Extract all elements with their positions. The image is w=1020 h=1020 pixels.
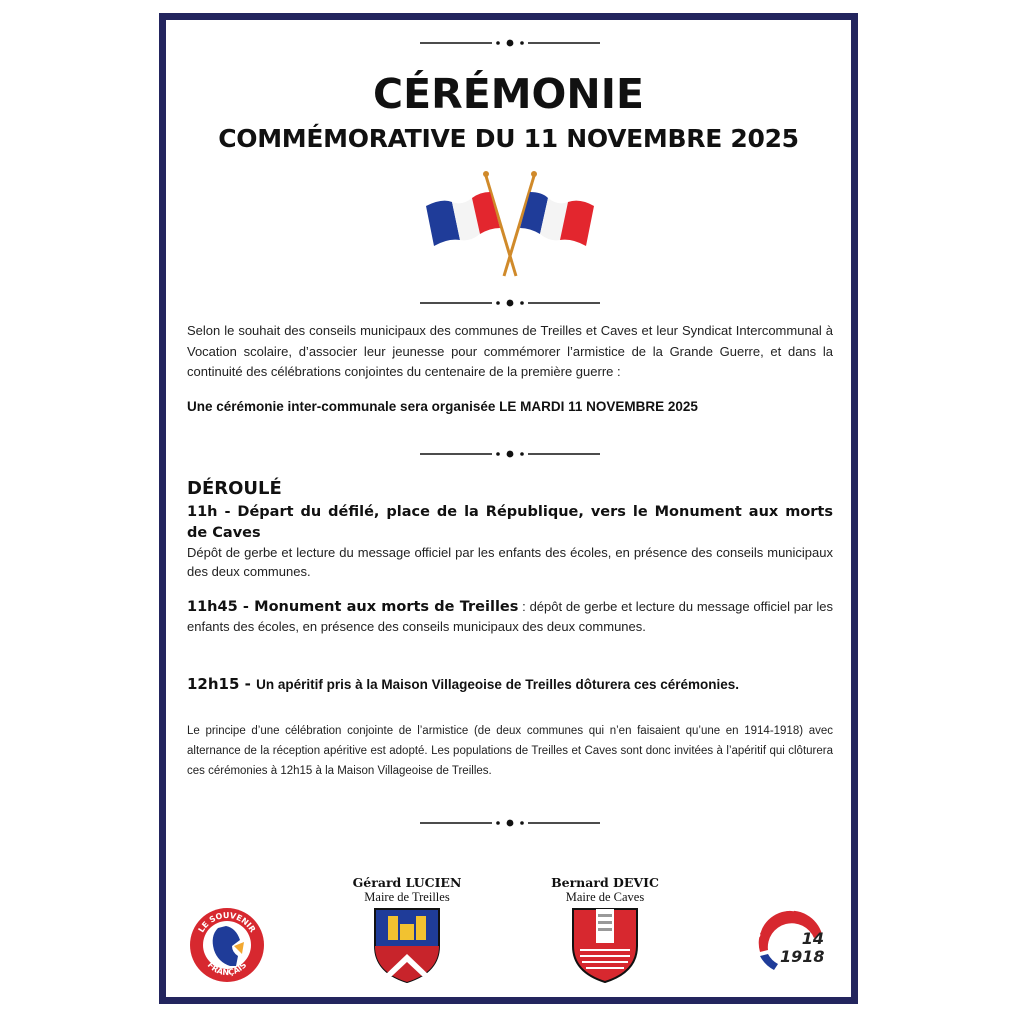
souvenir-logo-top-text: LE SOUVENIR: [196, 910, 258, 935]
program-item-1: [187, 502, 833, 581]
signatory-role: Maire de Caves: [565, 890, 645, 904]
program-item-2-text: : dépôt de gerbe et lecture du message officiel par les enfants des écoles, en présence des conseils municipaux des deux communes.: [187, 599, 833, 634]
program-item-1-text: Dépôt de gerbe et lecture du message officiel par les enfants des écoles, en présence des conseils municipaux des deux communes.: [187, 545, 833, 579]
centenaire-label: CENTENAIRE: [753, 906, 796, 939]
signatory-name: Gérard LUCIEN: [352, 875, 462, 890]
treilles-coat-of-arms-icon: [372, 906, 442, 984]
program-item-1-title: 11h - Départ du défilé, place de la République, vers le Monument aux morts de Caves: [187, 504, 833, 541]
svg-text:LE SOUVENIR: [197, 911, 258, 934]
centenaire-logo: [752, 906, 830, 984]
program-item-2: [187, 597, 833, 637]
program-item-3: [187, 674, 833, 696]
souvenir-logo-bottom-text: FRANÇAIS: [205, 960, 249, 978]
ornament-divider: [420, 449, 600, 459]
signatory-caves: [525, 875, 685, 904]
program-item-3-text: Un apéritif pris à la Maison Villageoise de Treilles dôturera ces cérémonies.: [256, 677, 740, 692]
signatory-role: Maire de Treilles: [364, 890, 450, 904]
closing-paragraph: Le principe d’une célébration conjointe de l’armistice (de deux communes qui n’en faisaient qu’une en 1914-1918) avec alternance de la réception apéritive est adopté. Les populations de Treilles et Caves sont donc invitées à l’apéritif qui clôturera ces cérémonies à 12h15 à la Maison Villageoise de Treilles.: [187, 725, 833, 777]
svg-text:FRANÇAIS: [206, 960, 249, 977]
caves-coat-of-arms-icon: [570, 906, 640, 984]
announcement: Une cérémonie inter-communale sera organisée LE MARDI 11 NOVEMBRE 2025: [187, 399, 698, 414]
crossed-french-flags-icon: [420, 168, 600, 280]
page-subtitle: COMMÉMORATIVE DU 11 NOVEMBRE 2025: [218, 124, 799, 153]
signatory-treilles: [327, 875, 487, 904]
intro-paragraph: Selon le souhait des conseils municipaux des communes de Treilles et Caves et leur Syndicat Intercommunal à Vocation scolaire, d’associer leur jeunesse pour commémorer l’armistice de la Grande Guerre, et dans la continuité des célébrations conjointes du centenaire de la première guerre :: [187, 323, 833, 379]
souvenir-francais-logo: [188, 906, 266, 984]
program-item-3-time: 12h15 -: [187, 675, 257, 693]
centenaire-years: 14 1918: [780, 929, 825, 966]
signatory-name: Bernard DEVIC: [551, 875, 659, 890]
ornament-divider: [420, 818, 600, 828]
ornament-divider: [420, 298, 600, 308]
page-title: CÉRÉMONIE: [373, 70, 644, 118]
program-heading: DÉROULÉ: [187, 478, 282, 499]
ornament-divider: [420, 38, 600, 48]
program-item-2-title: 11h45 - Monument aux morts de Treilles: [187, 599, 519, 615]
